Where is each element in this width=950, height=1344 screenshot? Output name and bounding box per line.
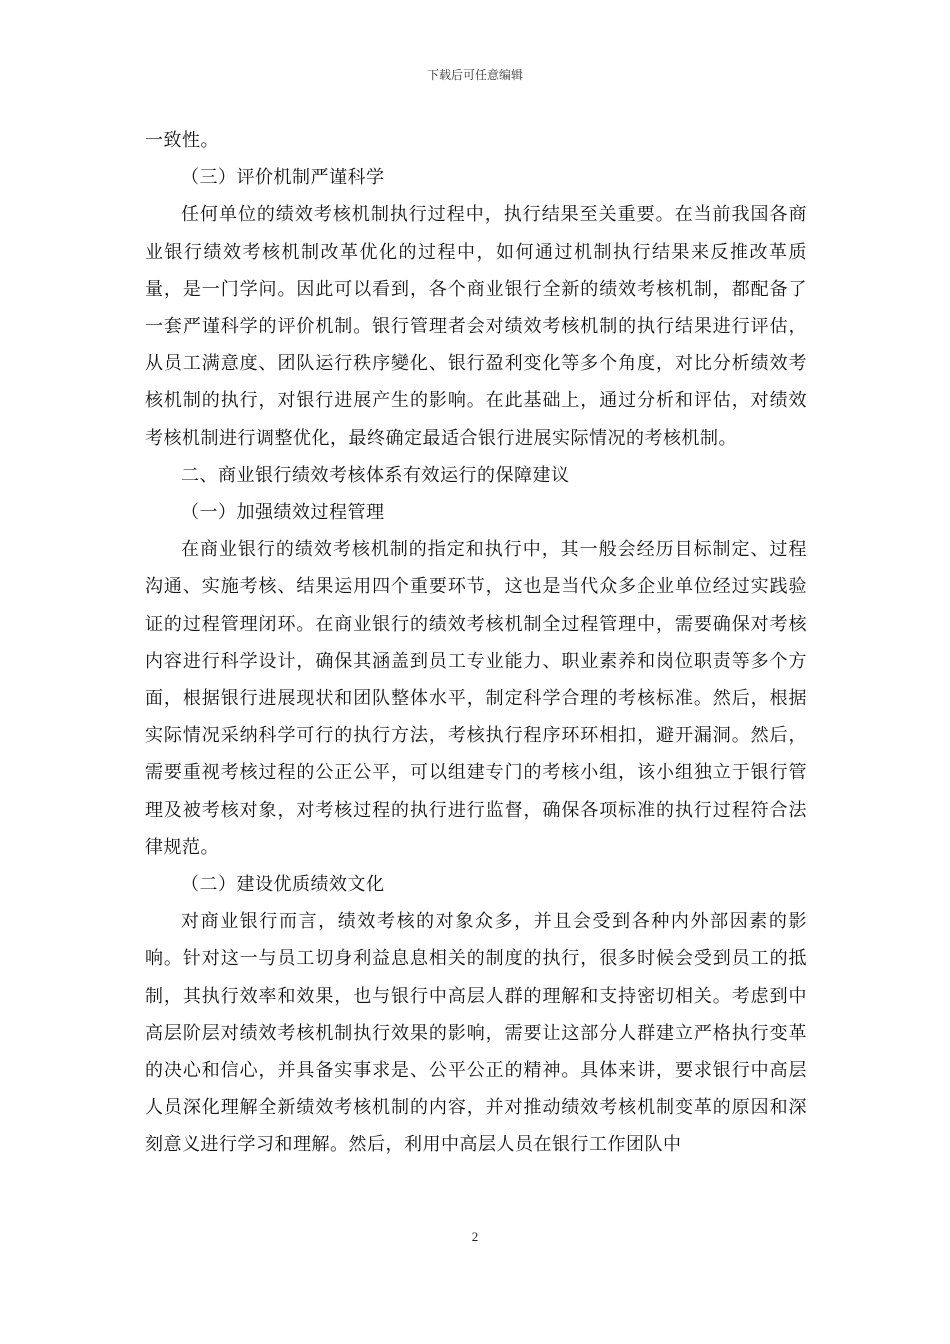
paragraph-process: 在商业银行的绩效考核机制的指定和执行中，其一般会经历目标制定、过程沟通、实施考核、结果运用四个重要环节，这也是当代众多企业单位经过实践验证的过程管理闭环。在商业银行的绩效考核机制全过程管理中，需要确保对考核内容进行科学设计，确保其涵盖到员工专业能力、职业素养和岗位职责等多个方面，根据银行进展现状和团队整体水平，制定科学合理的考核标准。然后，根据实际情况采纳科学可行的执行方法，考核执行程序环环相扣，避开漏洞。然后，需要重视考核过程的公正公平，可以组建专门的考核小组，该小组独立于银行管理及被考核对象，对考核过程的执行进行监督，确保各项标准的执行过程符合法律规范。	[145, 539, 807, 858]
chapter-heading-suggestions: 二、商业银行绩效考核体系有效运行的保障建议	[181, 464, 570, 486]
section-heading-evaluation: （三）评价机制严谨科学	[181, 167, 385, 189]
section-heading-culture: （二）建设优质绩效文化	[181, 874, 385, 896]
paragraph-culture: 对商业银行而言，绩效考核的对象众多，并且会受到各种内外部因素的影响。针对这一与员工切身利益息息相关的制度的执行，很多时候会受到员工的抵制，其执行效率和效果，也与银行中高层人群的理解和支持密切相关。考虑到中高层阶层对绩效考核机制执行效果的影响，需要让这部分人群建立严格执行变革的决心和信心，并具备实事求是、公平公正的精神。具体来讲，要求银行中高层人员深化理解全新绩效考核机制的内容，并对推动绩效考核机制变革的原因和深刻意义进行学习和理解。然后，利用中高层人员在银行工作团队中	[145, 911, 807, 1156]
document-body	[145, 122, 807, 1164]
paragraph-evaluation: 任何单位的绩效考核机制执行过程中，执行结果至关重要。在当前我国各商业银行绩效考核机制改革优化的过程中，如何通过机制执行结果来反推改革质量，是一门学问。因此可以看到，各个商业银行全新的绩效考核机制，都配备了一套严谨科学的评价机制。银行管理者会对绩效考核机制的执行结果进行评估，从员工满意度、团队运行秩序變化、银行盈利变化等多个角度，对比分析绩效考核机制的执行，对银行进展产生的影响。在此基础上，通过分析和评估，对绩效考核机制进行调整优化，最终确定最适合银行进展实际情况的考核机制。	[145, 204, 807, 449]
section-heading-process: （一）加强绩效过程管理	[181, 502, 385, 524]
paragraph-continuation: 一致性。	[145, 130, 219, 151]
page-header: 下载后可任意编辑	[426, 68, 523, 82]
page-number: 2	[471, 1229, 479, 1244]
